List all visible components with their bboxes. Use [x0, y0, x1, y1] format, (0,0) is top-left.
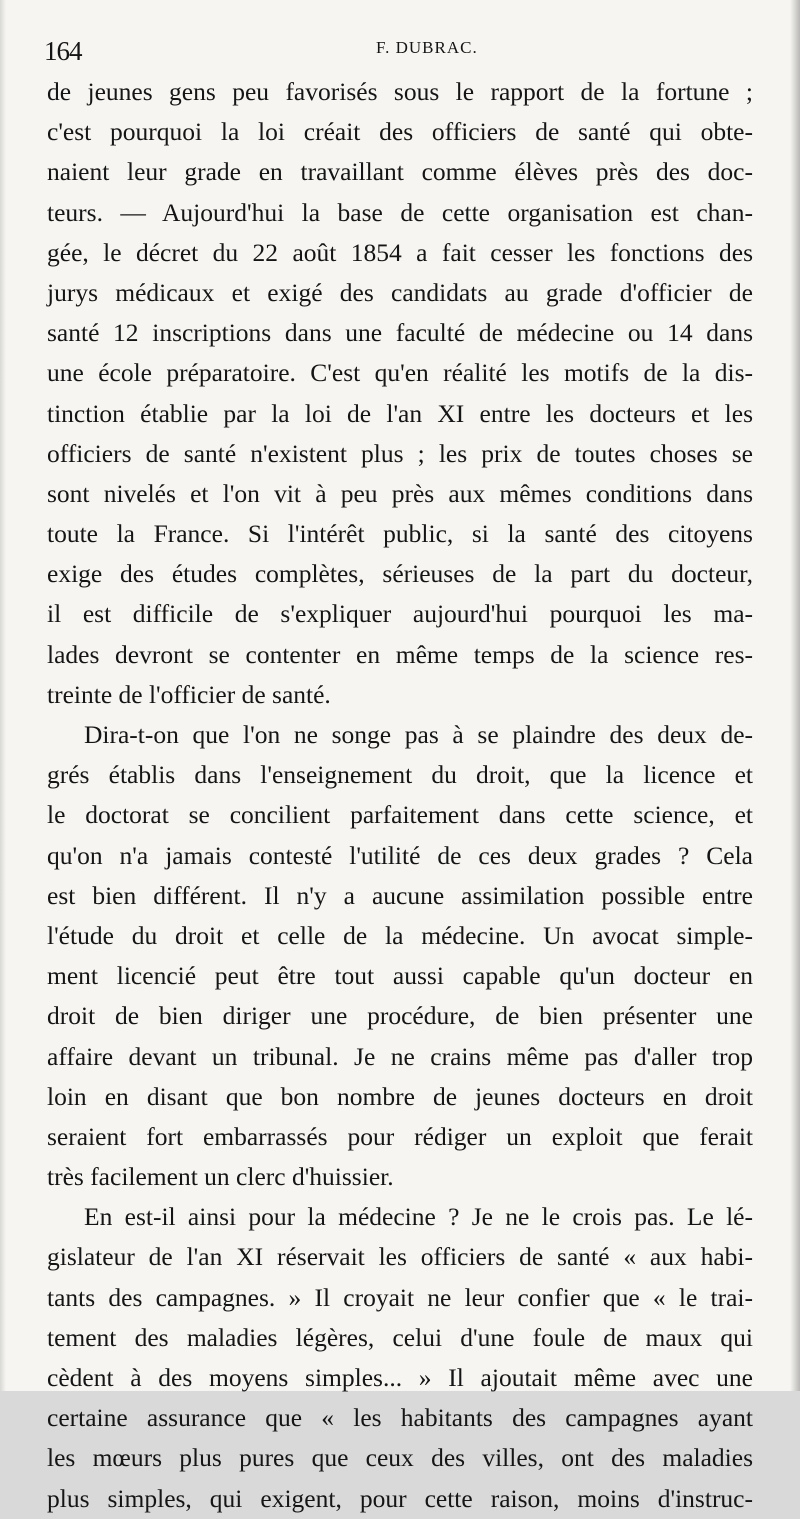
- text-line: naient leur grade en travaillant comme élèves près des doc-: [47, 157, 753, 187]
- text-line: il est difficile de s'expliquer aujourd'hui pourquoi les ma-: [47, 599, 753, 629]
- paragraph-end-line: très facilement un clerc d'huissier.: [47, 1162, 394, 1192]
- text-line: seraient fort embarrassés pour rédiger un exploit que ferait: [47, 1121, 753, 1151]
- running-head: F. DUBRAC.: [376, 38, 478, 57]
- paragraph-end-line: treinte de l'officier de santé.: [47, 679, 331, 709]
- text-line: de jeunes gens peu favorisés sous le rapport de la fortune ;: [47, 77, 753, 106]
- text-line: qu'on n'a jamais contesté l'utilité de ces deux grades ? Cela: [47, 840, 753, 870]
- paragraph-start-line: Dira-t-on que l'on ne songe pas à se plaindre des deux de-: [84, 720, 753, 749]
- text-line: teurs. — Aujourd'hui la base de cette organisation est chan-: [47, 197, 753, 227]
- text-line: tinction établie par la loi de l'an XI entre les docteurs et les: [47, 398, 753, 428]
- page-edge-shadow: [790, 0, 800, 1391]
- paragraph-start-line: En est-il ainsi pour la médecine ? Je ne le crois pas. Le lé-: [84, 1202, 753, 1232]
- text-line: grés établis dans l'enseignement du droit, que la licence et: [47, 760, 753, 790]
- text-line: affaire devant un tribunal. Je ne crains même pas d'aller trop: [47, 1041, 753, 1071]
- text-line: loin en disant que bon nombre de jeunes docteurs en droit: [47, 1081, 753, 1111]
- text-line: santé 12 inscriptions dans une faculté de médecine ou 14 dans: [47, 318, 753, 348]
- text-line: sont nivelés et l'on vit à peu près aux mêmes conditions dans: [47, 478, 753, 508]
- text-line: certaine assurance que « les habitants des campagnes ayant: [47, 1403, 753, 1433]
- text-line: gislateur de l'an XI réservait les officiers de santé « aux habi-: [47, 1242, 753, 1272]
- body-text: [47, 72, 753, 1519]
- text-line: tants des campagnes. » Il croyait ne leur confier que « le trai-: [47, 1282, 753, 1312]
- text-line: toute la France. Si l'intérêt public, si la santé des citoyens: [47, 519, 753, 549]
- page-number: 164: [44, 36, 82, 66]
- text-line: cèdent à des moyens simples... » Il ajoutait même avec une: [47, 1363, 753, 1392]
- text-line: jurys médicaux et exigé des candidats au grade d'officier de: [47, 277, 753, 307]
- page-header: [44, 30, 760, 66]
- text-line: tement des maladies légères, celui d'une foule de maux qui: [47, 1322, 753, 1352]
- text-line: officiers de santé n'existent plus ; les prix de toutes choses se: [47, 438, 753, 468]
- text-line: gée, le décret du 22 août 1854 a fait cesser les fonctions des: [47, 237, 753, 267]
- text-line: lades devront se contenter en même temps de la science res-: [47, 639, 753, 669]
- page-left-shadow: [0, 0, 6, 1391]
- text-line: droit de bien diriger une procédure, de bien présenter une: [47, 1001, 753, 1031]
- text-line: une école préparatoire. C'est qu'en réalité les motifs de la dis-: [47, 358, 753, 388]
- text-line: ment licencié peut être tout aussi capable qu'un docteur en: [47, 961, 753, 991]
- text-line: l'étude du droit et celle de la médecine. Un avocat simple-: [47, 920, 753, 950]
- text-line: le doctorat se concilient parfaitement dans cette science, et: [47, 800, 753, 830]
- text-line: plus simples, qui exigent, pour cette raison, moins d'instruc-: [47, 1483, 753, 1513]
- text-line: les mœurs plus pures que ceux des villes, ont des maladies: [47, 1443, 753, 1473]
- text-line: c'est pourquoi la loi créait des officiers de santé qui obte-: [47, 117, 753, 147]
- text-line: est bien différent. Il n'y a aucune assimilation possible entre: [47, 880, 753, 910]
- text-line: exige des études complètes, sérieuses de la part du docteur,: [47, 559, 753, 589]
